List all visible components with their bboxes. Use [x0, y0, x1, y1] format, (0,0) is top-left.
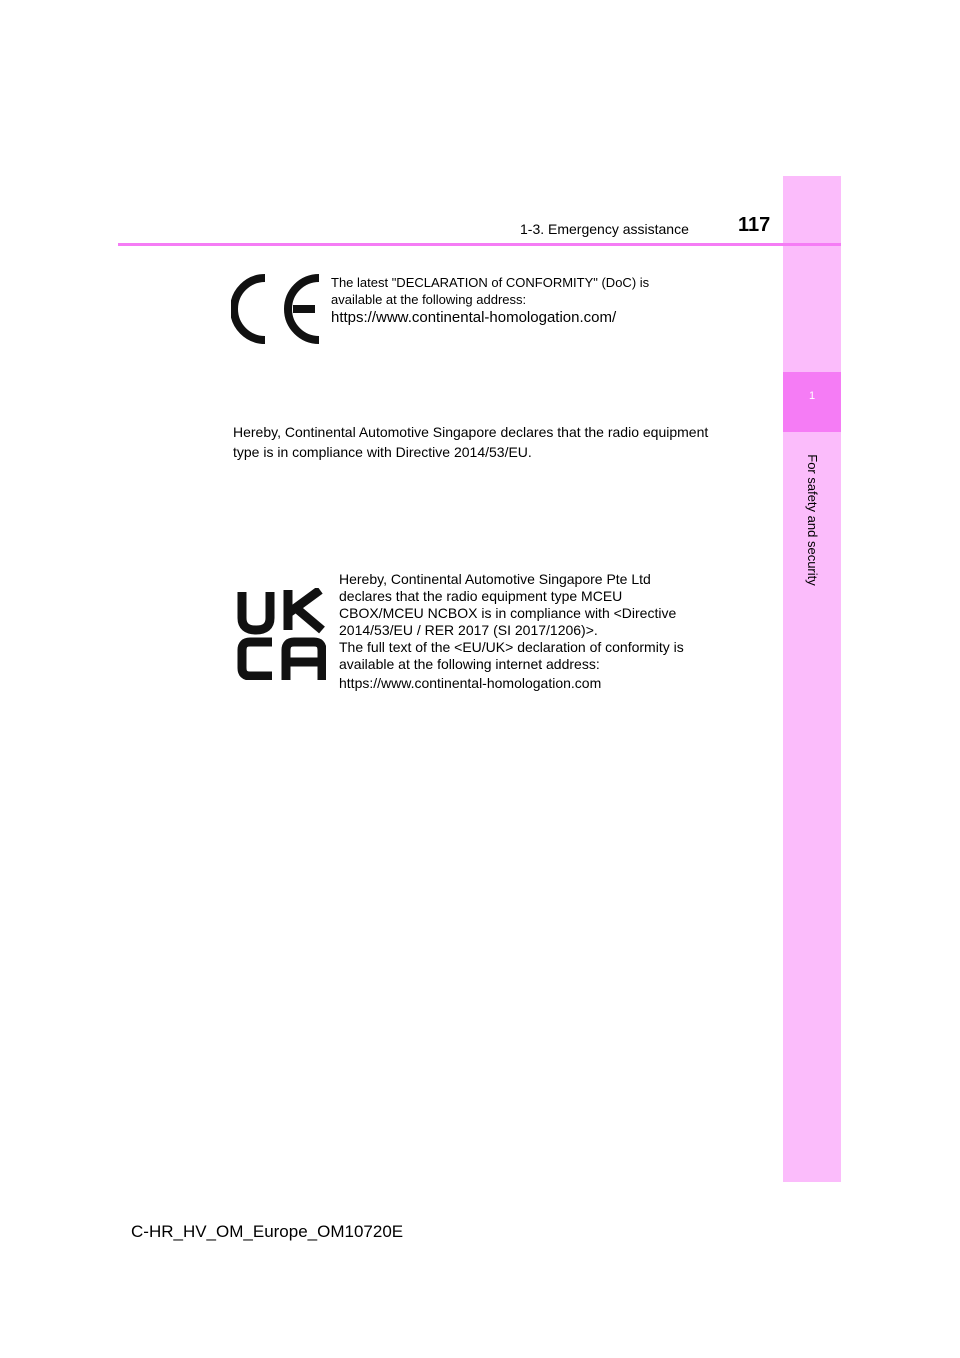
chapter-side-tab — [783, 176, 841, 1182]
ukca-line-5: The full text of the <EU/UK> declaration of conformity is — [339, 639, 684, 655]
ce-line-2: available at the following address: — [331, 292, 527, 307]
section-title: 1-3. Emergency assistance — [520, 221, 689, 237]
declaration-paragraph: Hereby, Continental Automotive Singapore declares that the radio equipment type is in compliance with Directive 2014/53/EU. — [233, 424, 709, 460]
ukca-line-2: declares that the radio equipment type MCEU — [339, 588, 623, 604]
ce-line-1: The latest "DECLARATION of CONFORMITY" (DoC) is — [331, 275, 650, 290]
ukca-declaration-text — [339, 571, 739, 692]
document-id-footer: C-HR_HV_OM_Europe_OM10720E — [131, 1222, 404, 1241]
ce-declaration-text — [331, 274, 731, 326]
ukca-line-3: CBOX/MCEU NCBOX is in compliance with <Directive — [339, 605, 677, 621]
ce-url: https://www.continental-homologation.com/ — [331, 309, 617, 326]
chapter-title: For safety and security — [805, 454, 820, 586]
chapter-number: 1 — [808, 390, 816, 402]
ukca-url: https://www.continental-homologation.com — [339, 675, 602, 691]
ukca-line-1: Hereby, Continental Automotive Singapore Pte Ltd — [339, 571, 651, 587]
ukca-line-4: 2014/53/EU / RER 2017 (SI 2017/1206)>. — [339, 622, 598, 638]
ukca-line-6: available at the following internet address: — [339, 656, 600, 672]
header-divider — [118, 243, 841, 246]
ce-mark-logo — [231, 269, 325, 349]
ukca-mark-logo — [236, 588, 326, 680]
page-number: 117 — [738, 214, 771, 236]
